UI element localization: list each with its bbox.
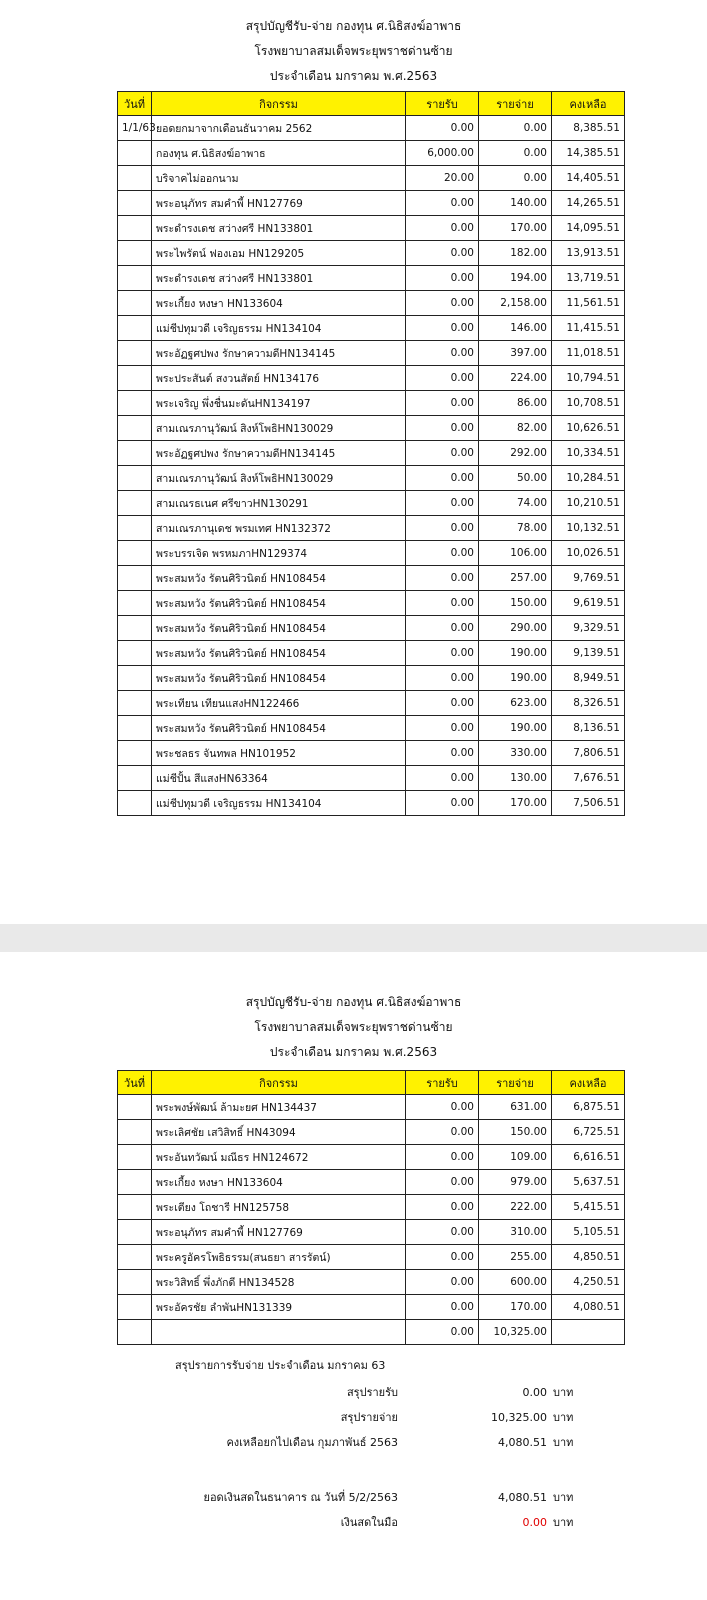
col-balance-header: คงเหลือ (552, 92, 625, 116)
row-expense: 290.00 (479, 616, 552, 641)
row-date (118, 191, 152, 216)
row-activity: แม่ชีปั้น สีแสงHN63364 (152, 766, 406, 791)
row-date (118, 416, 152, 441)
row-date (118, 1245, 152, 1270)
ledger-table-page-1 (117, 91, 625, 816)
row-income: 0.00 (406, 1320, 479, 1345)
table-row (118, 1170, 625, 1195)
row-expense: 190.00 (479, 666, 552, 691)
summary-cash-value: 0.00 (522, 1516, 547, 1529)
col-balance-header: คงเหลือ (552, 1071, 625, 1095)
row-activity: พระพงษ์พัฒน์ ล้ามะยศ HN134437 (152, 1095, 406, 1120)
document-page-2 (0, 952, 707, 1600)
doc-title: สรุปบัญชีรับ-จ่าย กองทุน ศ.นิธิสงฆ์อาพาธ (245, 19, 462, 33)
row-expense: 78.00 (479, 516, 552, 541)
row-income: 20.00 (406, 166, 479, 191)
row-activity: พระวิสิทธิ์ พึ่งภักดี HN134528 (152, 1270, 406, 1295)
row-date (118, 716, 152, 741)
row-date (118, 491, 152, 516)
row-activity (152, 1320, 406, 1345)
row-activity: พระไพรัตน์ ฟองเอม HN129205 (152, 241, 406, 266)
table-row (118, 116, 625, 141)
row-activity: พระเจริญ พึ่งชื่นมะดันHN134197 (152, 391, 406, 416)
row-expense: 146.00 (479, 316, 552, 341)
row-date (118, 591, 152, 616)
row-activity: พระอัฏฐศปพง รักษาความดีHN134145 (152, 341, 406, 366)
row-income: 6,000.00 (406, 141, 479, 166)
table-row (118, 1270, 625, 1295)
row-balance: 10,026.51 (552, 541, 625, 566)
table-row (118, 141, 625, 166)
row-date (118, 316, 152, 341)
table-row (118, 641, 625, 666)
row-income: 0.00 (406, 116, 479, 141)
row-balance: 10,334.51 (552, 441, 625, 466)
table-row (118, 1095, 625, 1120)
row-balance: 8,326.51 (552, 691, 625, 716)
table-row (118, 1145, 625, 1170)
row-balance (552, 1320, 625, 1345)
summary-carry-unit: บาท (553, 1436, 574, 1449)
row-income: 0.00 (406, 216, 479, 241)
row-activity: พระอันทวัฒน์ มณีธร HN124672 (152, 1145, 406, 1170)
row-expense: 0.00 (479, 116, 552, 141)
row-date (118, 641, 152, 666)
summary-expense-unit: บาท (553, 1411, 574, 1424)
row-balance: 11,415.51 (552, 316, 625, 341)
row-income: 0.00 (406, 591, 479, 616)
col-date-header: วันที่ (118, 92, 152, 116)
row-date (118, 341, 152, 366)
summary-bank-unit: บาท (553, 1491, 574, 1504)
table-row (118, 566, 625, 591)
row-activity: พระประสันต์ สงวนสัตย์ HN134176 (152, 366, 406, 391)
col-income-header: รายรับ (406, 92, 479, 116)
row-balance: 6,616.51 (552, 1145, 625, 1170)
row-date (118, 616, 152, 641)
row-expense: 109.00 (479, 1145, 552, 1170)
table-row (118, 741, 625, 766)
row-expense: 330.00 (479, 741, 552, 766)
col-income-header: รายรับ (406, 1071, 479, 1095)
row-activity: พระสมหวัง รัตนศิริวนิตย์ HN108454 (152, 716, 406, 741)
row-activity: แม่ชีปทุมวดี เจริญธรรม HN134104 (152, 791, 406, 816)
row-balance: 14,385.51 (552, 141, 625, 166)
row-income: 0.00 (406, 316, 479, 341)
summary-cash-unit: บาท (553, 1516, 574, 1529)
row-date: 1/1/63 (118, 116, 152, 141)
row-balance: 6,875.51 (552, 1095, 625, 1120)
row-activity: แม่ชีปทุมวดี เจริญธรรม HN134104 (152, 316, 406, 341)
row-income: 0.00 (406, 441, 479, 466)
row-income: 0.00 (406, 616, 479, 641)
ledger-body-page-1 (118, 116, 625, 816)
table-row (118, 491, 625, 516)
row-expense: 397.00 (479, 341, 552, 366)
row-balance: 10,626.51 (552, 416, 625, 441)
row-balance: 5,415.51 (552, 1195, 625, 1220)
row-balance: 7,506.51 (552, 791, 625, 816)
table-row (118, 1195, 625, 1220)
table-row (118, 391, 625, 416)
row-expense: 2,158.00 (479, 291, 552, 316)
row-income: 0.00 (406, 391, 479, 416)
row-activity: กองทุน ศ.นิธิสงฆ์อาพาธ (152, 141, 406, 166)
row-income: 0.00 (406, 716, 479, 741)
row-date (118, 216, 152, 241)
row-date (118, 541, 152, 566)
row-balance: 13,719.51 (552, 266, 625, 291)
row-activity: พระอนุภัทร สมคำพี้ HN127769 (152, 191, 406, 216)
ledger-body-page-2 (118, 1095, 625, 1345)
summary-income-unit: บาท (553, 1386, 574, 1399)
row-balance: 4,250.51 (552, 1270, 625, 1295)
row-balance: 10,210.51 (552, 491, 625, 516)
row-expense: 623.00 (479, 691, 552, 716)
row-date (118, 741, 152, 766)
summary-carry-label: คงเหลือยกไปเดือน กุมภาพันธ์ 2563 (226, 1436, 398, 1449)
row-expense: 140.00 (479, 191, 552, 216)
row-date (118, 441, 152, 466)
row-balance: 5,105.51 (552, 1220, 625, 1245)
summary-expense-value: 10,325.00 (491, 1411, 547, 1424)
row-income: 0.00 (406, 1270, 479, 1295)
row-date (118, 241, 152, 266)
row-expense: 50.00 (479, 466, 552, 491)
row-date (118, 691, 152, 716)
row-expense: 170.00 (479, 1295, 552, 1320)
row-income: 0.00 (406, 1295, 479, 1320)
row-activity: พระสมหวัง รัตนศิริวนิตย์ HN108454 (152, 641, 406, 666)
summary-expense-label: สรุปรายจ่าย (340, 1411, 398, 1424)
row-income: 0.00 (406, 291, 479, 316)
row-activity: พระบรรเจิด พรหมภาHN129374 (152, 541, 406, 566)
row-date (118, 391, 152, 416)
row-expense: 106.00 (479, 541, 552, 566)
row-balance: 4,080.51 (552, 1295, 625, 1320)
row-expense: 979.00 (479, 1170, 552, 1195)
row-income: 0.00 (406, 1120, 479, 1145)
row-date (118, 791, 152, 816)
row-expense: 310.00 (479, 1220, 552, 1245)
row-date (118, 291, 152, 316)
summary-bank-value: 4,080.51 (498, 1491, 547, 1504)
row-date (118, 1120, 152, 1145)
col-activity-header: กิจกรรม (152, 92, 406, 116)
summary-bank-label: ยอดเงินสดในธนาคาร ณ วันที่ 5/2/2563 (203, 1491, 398, 1504)
row-activity: สามเณรธเนศ ศรีขาวHN130291 (152, 491, 406, 516)
row-expense: 255.00 (479, 1245, 552, 1270)
table-row (118, 341, 625, 366)
row-date (118, 566, 152, 591)
row-income: 0.00 (406, 1220, 479, 1245)
row-income: 0.00 (406, 341, 479, 366)
row-income: 0.00 (406, 741, 479, 766)
row-income: 0.00 (406, 566, 479, 591)
row-expense: 222.00 (479, 1195, 552, 1220)
row-income: 0.00 (406, 366, 479, 391)
row-expense: 190.00 (479, 641, 552, 666)
table-row (118, 541, 625, 566)
row-activity: พระสมหวัง รัตนศิริวนิตย์ HN108454 (152, 666, 406, 691)
row-income: 0.00 (406, 1245, 479, 1270)
row-balance: 7,676.51 (552, 766, 625, 791)
table-row (118, 1245, 625, 1270)
row-activity: พระเกี้ยง หงษา HN133604 (152, 1170, 406, 1195)
row-date (118, 666, 152, 691)
col-activity-header: กิจกรรม (152, 1071, 406, 1095)
row-balance: 8,136.51 (552, 716, 625, 741)
table-row (118, 1320, 625, 1345)
doc-hospital: โรงพยาบาลสมเด็จพระยุพราชด่านซ้าย (254, 44, 453, 58)
row-income: 0.00 (406, 491, 479, 516)
doc-hospital: โรงพยาบาลสมเด็จพระยุพราชด่านซ้าย (254, 1020, 453, 1034)
row-date (118, 1145, 152, 1170)
row-balance: 9,329.51 (552, 616, 625, 641)
row-activity: บริจาคไม่ออกนาม (152, 166, 406, 191)
row-balance: 10,284.51 (552, 466, 625, 491)
row-expense: 150.00 (479, 591, 552, 616)
row-balance: 5,637.51 (552, 1170, 625, 1195)
row-income: 0.00 (406, 1145, 479, 1170)
row-balance: 11,561.51 (552, 291, 625, 316)
row-income: 0.00 (406, 1195, 479, 1220)
row-expense: 0.00 (479, 141, 552, 166)
row-expense: 0.00 (479, 166, 552, 191)
row-date (118, 1095, 152, 1120)
row-date (118, 266, 152, 291)
row-income: 0.00 (406, 666, 479, 691)
row-date (118, 516, 152, 541)
table-row (118, 791, 625, 816)
doc-title: สรุปบัญชีรับ-จ่าย กองทุน ศ.นิธิสงฆ์อาพาธ (245, 995, 462, 1009)
row-date (118, 1270, 152, 1295)
row-activity: พระอัครชัย ลำพันHN131339 (152, 1295, 406, 1320)
row-expense: 86.00 (479, 391, 552, 416)
row-expense: 194.00 (479, 266, 552, 291)
row-activity: สามเณรภานุวัฒน์ สิงห์โพธิHN130029 (152, 466, 406, 491)
row-income: 0.00 (406, 1095, 479, 1120)
table-row (118, 216, 625, 241)
row-balance: 9,769.51 (552, 566, 625, 591)
row-activity: พระดำรงเดช สว่างศรี HN133801 (152, 216, 406, 241)
summary-income-label: สรุปรายรับ (346, 1386, 398, 1399)
row-expense: 224.00 (479, 366, 552, 391)
row-date (118, 1170, 152, 1195)
row-activity: พระอัฏฐศปพง รักษาความดีHN134145 (152, 441, 406, 466)
row-date (118, 1295, 152, 1320)
table-row (118, 716, 625, 741)
row-income: 0.00 (406, 541, 479, 566)
table-row (118, 591, 625, 616)
row-balance: 10,708.51 (552, 391, 625, 416)
ledger-table-page-2 (117, 1070, 625, 1345)
summary-income-value: 0.00 (522, 1386, 547, 1399)
row-expense: 150.00 (479, 1120, 552, 1145)
doc-period: ประจำเดือน มกราคม พ.ศ.2563 (269, 1045, 438, 1059)
row-activity: ยอดยกมาจากเดือนธันวาคม 2562 (152, 116, 406, 141)
row-balance: 10,794.51 (552, 366, 625, 391)
table-row (118, 666, 625, 691)
row-balance: 14,405.51 (552, 166, 625, 191)
row-balance: 7,806.51 (552, 741, 625, 766)
table-row (118, 691, 625, 716)
row-expense: 170.00 (479, 791, 552, 816)
row-balance: 8,949.51 (552, 666, 625, 691)
row-expense: 190.00 (479, 716, 552, 741)
row-balance: 10,132.51 (552, 516, 625, 541)
table-row (118, 766, 625, 791)
row-balance: 11,018.51 (552, 341, 625, 366)
row-balance: 9,139.51 (552, 641, 625, 666)
table-row (118, 416, 625, 441)
table-row (118, 1295, 625, 1320)
row-date (118, 1195, 152, 1220)
row-expense: 257.00 (479, 566, 552, 591)
summary-cash-label: เงินสดในมือ (340, 1516, 398, 1529)
row-balance: 14,095.51 (552, 216, 625, 241)
row-income: 0.00 (406, 466, 479, 491)
row-income: 0.00 (406, 266, 479, 291)
table-row (118, 366, 625, 391)
row-activity: พระเทียน เทียนแสงHN122466 (152, 691, 406, 716)
summary-carry-value: 4,080.51 (498, 1436, 547, 1449)
table-row (118, 1220, 625, 1245)
row-balance: 8,385.51 (552, 116, 625, 141)
doc-period: ประจำเดือน มกราคม พ.ศ.2563 (269, 69, 438, 83)
row-income: 0.00 (406, 516, 479, 541)
row-income: 0.00 (406, 191, 479, 216)
row-date (118, 1220, 152, 1245)
col-date-header: วันที่ (118, 1071, 152, 1095)
row-activity: พระครูอัครโพธิธรรม(สนธยา สารรัตน์) (152, 1245, 406, 1270)
row-income: 0.00 (406, 416, 479, 441)
row-expense: 182.00 (479, 241, 552, 266)
row-income: 0.00 (406, 1170, 479, 1195)
row-expense: 130.00 (479, 766, 552, 791)
summary-title: สรุปรายการรับจ่าย ประจำเดือน มกราคม 63 (175, 1359, 386, 1372)
table-row (118, 466, 625, 491)
col-expense-header: รายจ่าย (479, 92, 552, 116)
row-expense: 10,325.00 (479, 1320, 552, 1345)
row-date (118, 366, 152, 391)
row-date (118, 1320, 152, 1345)
row-activity: พระดำรงเดช สว่างศรี HN133801 (152, 266, 406, 291)
row-income: 0.00 (406, 241, 479, 266)
row-activity: พระเตียง โถชารี HN125758 (152, 1195, 406, 1220)
row-income: 0.00 (406, 791, 479, 816)
table-header-row (118, 92, 625, 116)
row-activity: สามเณรภานุเดช พรมเทศ HN132372 (152, 516, 406, 541)
row-expense: 170.00 (479, 216, 552, 241)
row-date (118, 166, 152, 191)
row-expense: 600.00 (479, 1270, 552, 1295)
table-row (118, 441, 625, 466)
row-income: 0.00 (406, 641, 479, 666)
row-expense: 82.00 (479, 416, 552, 441)
row-income: 0.00 (406, 691, 479, 716)
row-activity: สามเณรภานุวัฒน์ สิงห์โพธิHN130029 (152, 416, 406, 441)
table-header-row (118, 1071, 625, 1095)
row-expense: 292.00 (479, 441, 552, 466)
row-activity: พระชลธร จันทพล HN101952 (152, 741, 406, 766)
row-activity: พระเลิศชัย เสวิสิทธิ์ HN43094 (152, 1120, 406, 1145)
table-row (118, 616, 625, 641)
col-expense-header: รายจ่าย (479, 1071, 552, 1095)
table-row (118, 266, 625, 291)
row-income: 0.00 (406, 766, 479, 791)
row-balance: 4,850.51 (552, 1245, 625, 1270)
row-expense: 74.00 (479, 491, 552, 516)
row-activity: พระสมหวัง รัตนศิริวนิตย์ HN108454 (152, 566, 406, 591)
row-date (118, 766, 152, 791)
row-balance: 14,265.51 (552, 191, 625, 216)
row-activity: พระเกี้ยง หงษา HN133604 (152, 291, 406, 316)
table-row (118, 166, 625, 191)
row-expense: 631.00 (479, 1095, 552, 1120)
row-date (118, 141, 152, 166)
row-activity: พระสมหวัง รัตนศิริวนิตย์ HN108454 (152, 616, 406, 641)
table-row (118, 516, 625, 541)
table-row (118, 241, 625, 266)
row-date (118, 466, 152, 491)
table-row (118, 1120, 625, 1145)
table-row (118, 291, 625, 316)
table-row (118, 316, 625, 341)
table-row (118, 191, 625, 216)
row-balance: 13,913.51 (552, 241, 625, 266)
row-balance: 6,725.51 (552, 1120, 625, 1145)
row-activity: พระสมหวัง รัตนศิริวนิตย์ HN108454 (152, 591, 406, 616)
row-activity: พระอนุภัทร สมคำพี้ HN127769 (152, 1220, 406, 1245)
row-balance: 9,619.51 (552, 591, 625, 616)
